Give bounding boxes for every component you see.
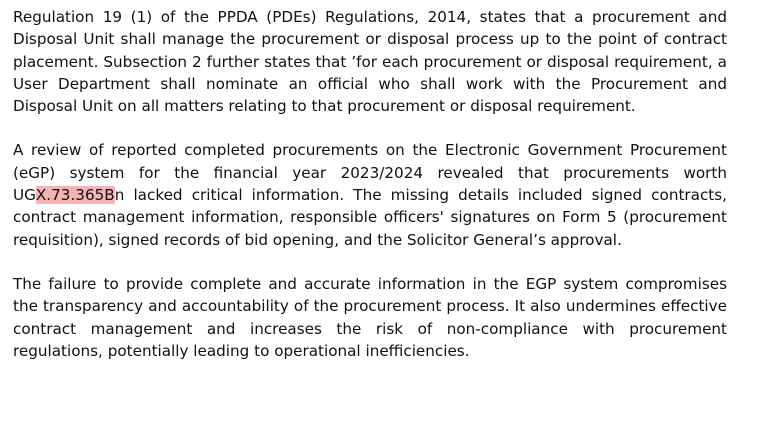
paragraph-regulation: Regulation 19 (1) of the PPDA (PDEs) Regulations, 2014, states that a procurement and Disposal Unit shall manage the procurement or disposal process up to the point of contract placement. Subsection 2 further states that ’for each procurement or disposal requirement, a User Department shall nominate an official who shall work with the Procurement and Disposal Unit on all matters relating to that procurement or disposal requirement. <box>13 8 727 116</box>
review-text-after: n lacked critical information. The missing details included signed contracts, contract management information, responsible officers' signatures on Form 5 (procurement requisition), signed records of bid opening, and the Solicitor General’s approval. <box>13 186 727 249</box>
paragraph-review <box>13 139 727 250</box>
review-text-before: A review of reported completed procurements on the Electronic Government Procurement (eGP) system for the financial year 2023/2024 revealed that procurements worth UG <box>13 141 727 205</box>
highlighted-amount: X.73.365B <box>35 186 115 205</box>
document-body <box>13 6 727 384</box>
paragraph-impact: The failure to provide complete and accurate information in the EGP system compromises the transparency and accountability of the procurement process. It also undermines effective contract management and increases the risk of non-compliance with procurement regulations, potentially leading to operational inefficiencies. <box>13 274 727 360</box>
